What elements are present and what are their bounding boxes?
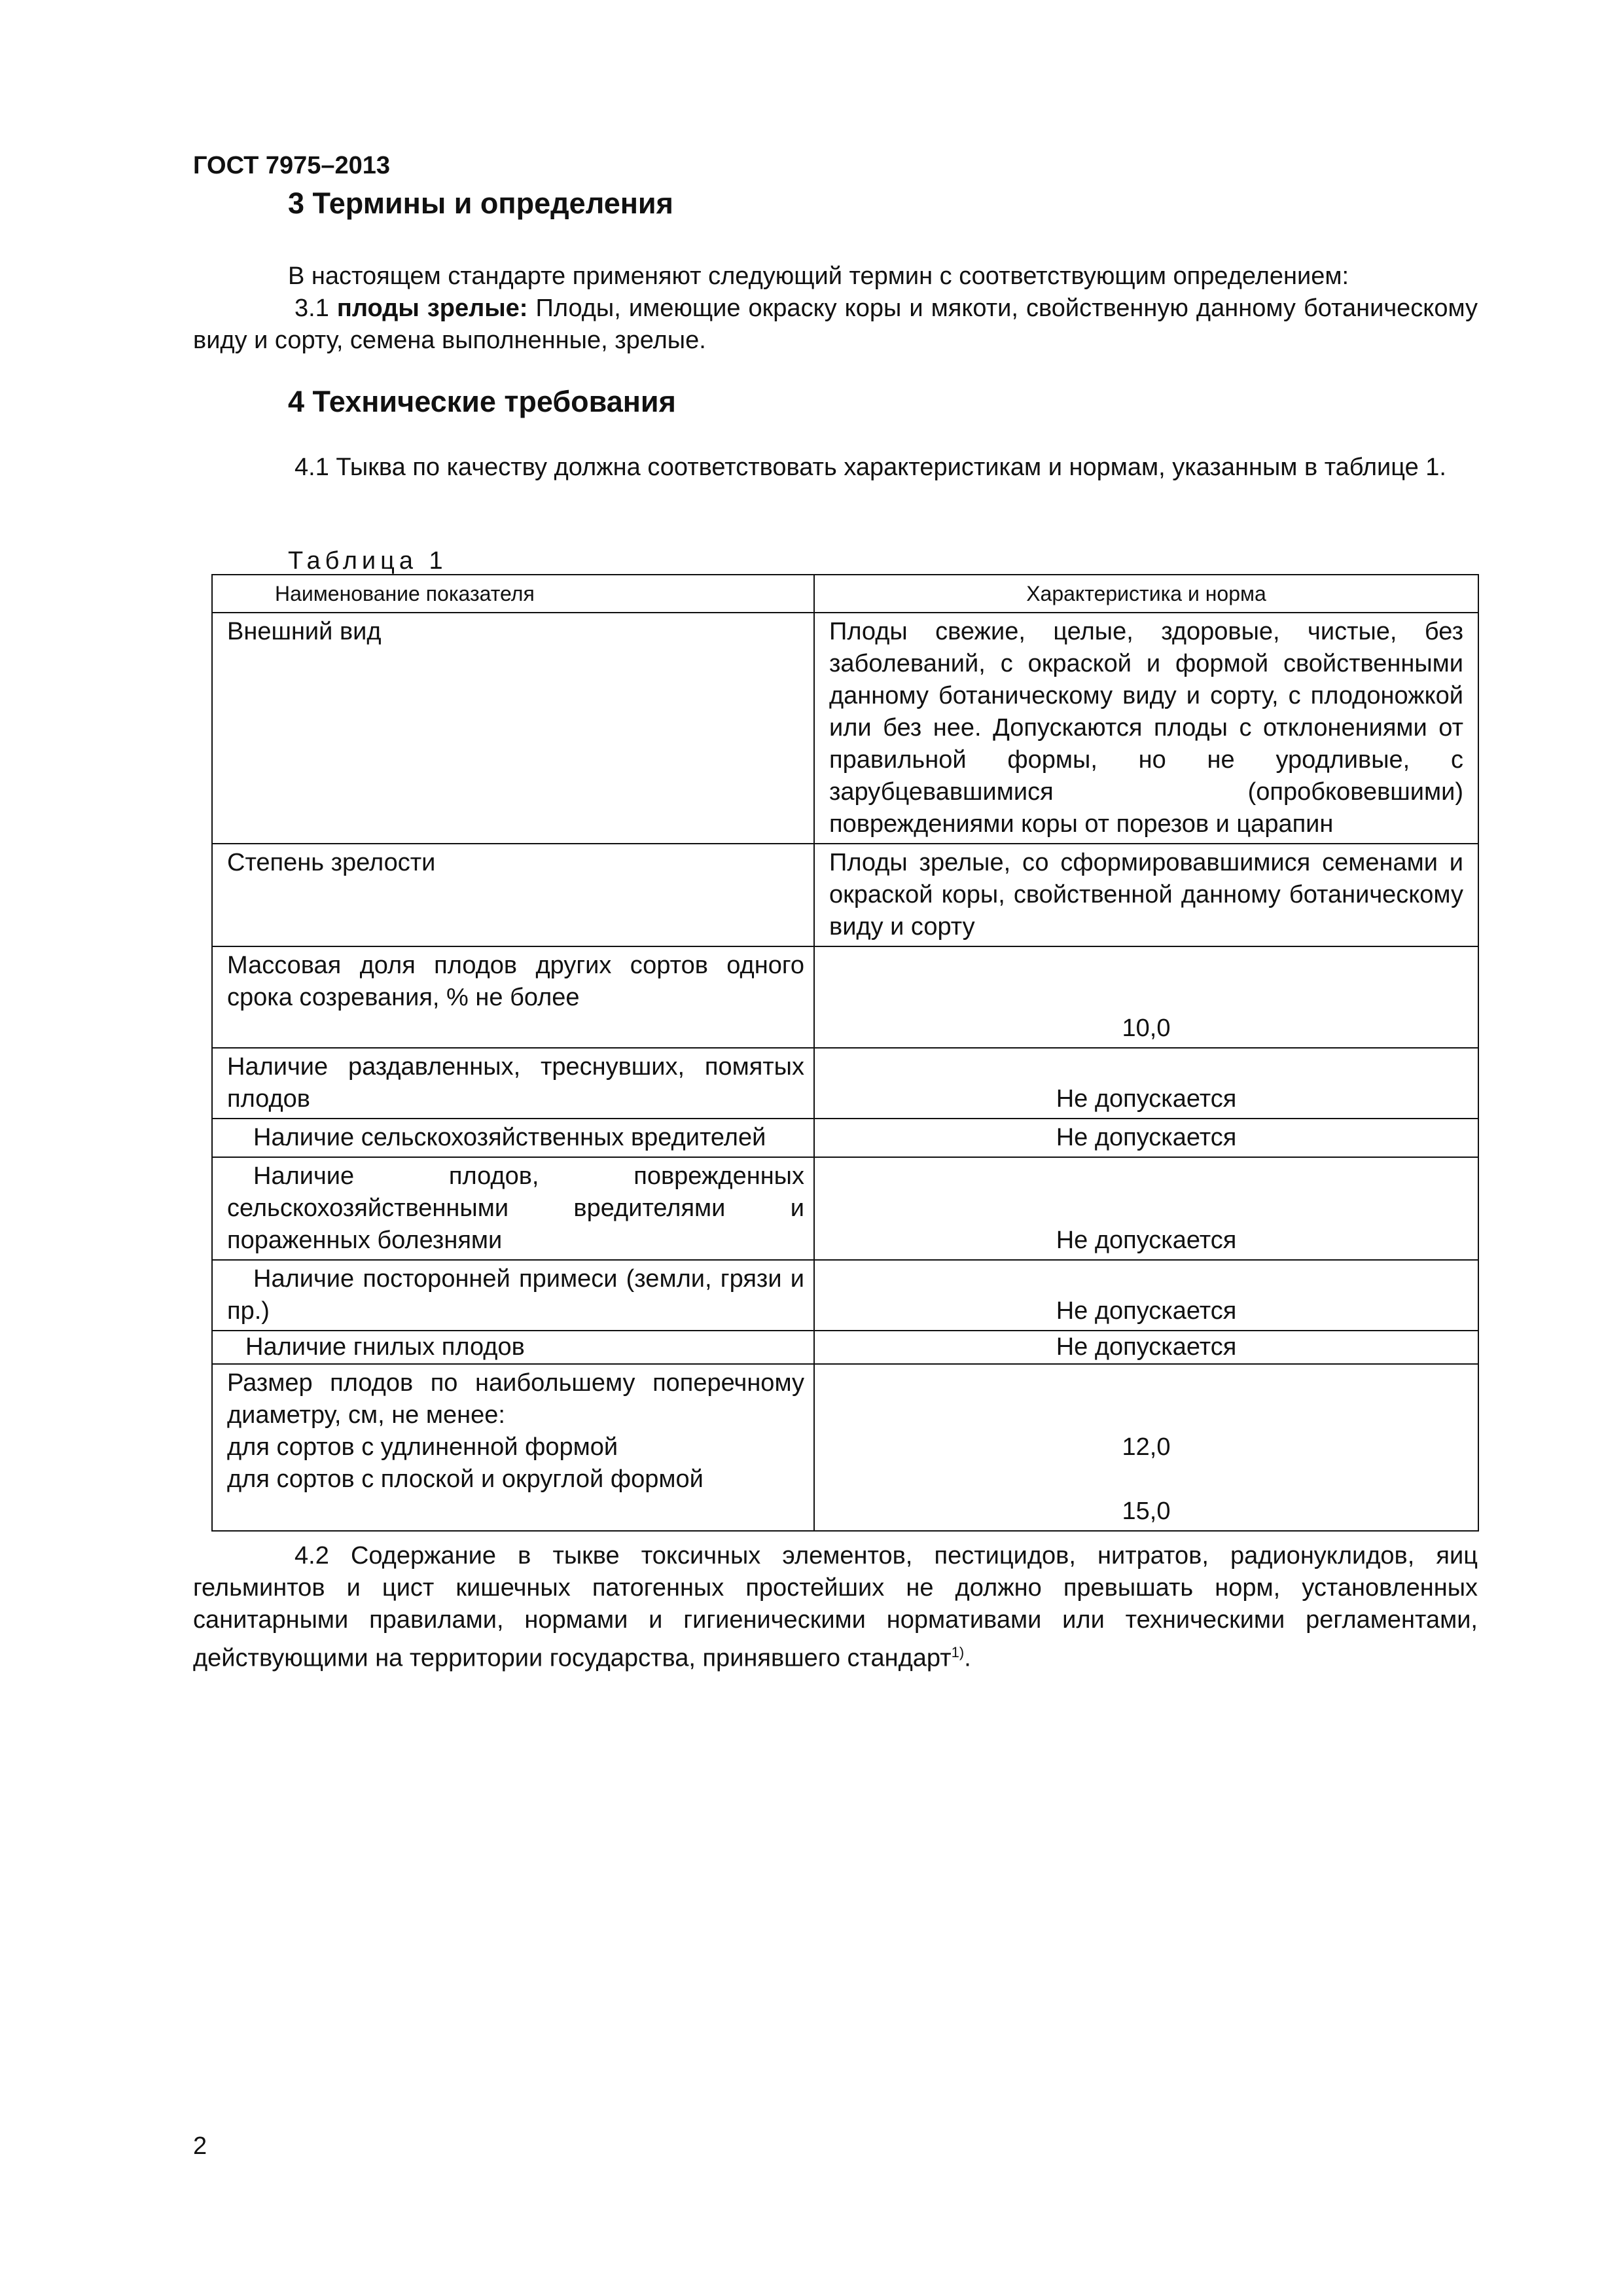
table-row	[212, 1157, 1478, 1260]
indicator-text: Наличие плодов, поврежденных сельскохозяйственными вредителями и пораженных болезнями	[227, 1162, 804, 1254]
paragraph-4-2	[193, 1540, 1478, 1675]
norm-cell: Не допускается	[814, 1260, 1478, 1331]
table-header-row	[212, 575, 1478, 613]
page-number: 2	[193, 2132, 207, 2160]
term-name: плоды зрелые:	[336, 295, 528, 322]
column-header-indicator: Наименование показателя	[212, 575, 814, 613]
indicator-cell	[212, 1119, 814, 1157]
section-4-title: 4 Технические требования	[288, 385, 676, 418]
section-3-title: 3 Термины и определения	[288, 187, 673, 220]
section-3-intro: В настоящем стандарте применяют следующий термин с соответствующим определением:	[288, 262, 1349, 290]
paragraph-4-1	[193, 452, 1478, 484]
indicator-cell: Наличие раздавленных, треснувших, помятых плодов	[212, 1048, 814, 1119]
norm-cell: Не допускается	[814, 1331, 1478, 1364]
table-row	[212, 1364, 1478, 1531]
norm-value-flat-round: 15,0	[1122, 1498, 1171, 1525]
indicator-cell	[212, 1157, 814, 1260]
column-header-norm: Характеристика и норма	[814, 575, 1478, 613]
table-row	[212, 613, 1478, 844]
table-row	[212, 1119, 1478, 1157]
indicator-cell	[212, 1260, 814, 1331]
footnote-marker: 1)	[951, 1644, 965, 1660]
indicator-text: Наличие сельскохозяйственных вредителей	[253, 1124, 766, 1151]
requirements-table	[211, 574, 1479, 1532]
term-definition	[193, 293, 1478, 357]
norm-cell: Плоды свежие, целые, здоровые, чистые, без заболеваний, с окраской и формой свойственными данному ботаническому виду и сорту, с плодоножкой или без нее. Допускаются плоды с отклонениями от правильной формы, но не уродливые, с зарубцевавшимися (опробковевшими) повреждениями коры от порезов и царапин	[814, 613, 1478, 844]
norm-cell: Плоды зрелые, со сформировавшимися семенами и окраской коры, свойственной данному ботаническому виду и сорту	[814, 844, 1478, 946]
norm-cell: Не допускается	[814, 1119, 1478, 1157]
table-row	[212, 946, 1478, 1048]
term-text: Плоды, имеющие окраску коры и мякоти, свойственную данному ботаническому виду и сорту, семена выполненные, зрелые.	[193, 295, 1478, 354]
norm-cell: 10,0	[814, 946, 1478, 1048]
norm-cell: Не допускается	[814, 1157, 1478, 1260]
indicator-cell: Внешний вид	[212, 613, 814, 844]
table-row	[212, 1260, 1478, 1331]
norm-value-elongated: 12,0	[1122, 1433, 1171, 1461]
indicator-subitem-elongated: для сортов с удлиненной формой	[227, 1433, 618, 1461]
paragraph-4-1-text: 4.1 Тыква по качеству должна соответствовать характеристикам и нормам, указанным в таблице 1.	[294, 454, 1446, 481]
table-row	[212, 1048, 1478, 1119]
document-code: ГОСТ 7975–2013	[193, 152, 391, 179]
spacer	[829, 1463, 1463, 1496]
table-row	[212, 1331, 1478, 1364]
term-number: 3.1	[294, 295, 329, 322]
table-caption: Таблица 1	[288, 547, 448, 575]
indicator-text: Размер плодов по наибольшему поперечному диаметру, см, не менее:	[227, 1369, 804, 1429]
indicator-cell	[212, 1364, 814, 1531]
paragraph-4-2-end: .	[964, 1644, 971, 1672]
table-row	[212, 844, 1478, 946]
paragraph-4-2-text: 4.2 Содержание в тыкве токсичных элементов, пестицидов, нитратов, радионуклидов, яиц гельминтов и цист кишечных патогенных простейших не должно превышать норм, установленных санитарными правилами, нормами и гигиеническими нормативами или техническими регламентами, действующими на территории государства, принявшего стандарт	[193, 1542, 1478, 1672]
norm-cell	[814, 1364, 1478, 1531]
indicator-subitem-flat-round: для сортов с плоской и округлой формой	[227, 1465, 704, 1493]
norm-cell: Не допускается	[814, 1048, 1478, 1119]
spacer	[227, 1496, 804, 1528]
indicator-cell: Степень зрелости	[212, 844, 814, 946]
indicator-text: Наличие посторонней примеси (земли, грязи и пр.)	[227, 1265, 804, 1325]
indicator-cell: Массовая доля плодов других сортов одного срока созревания, % не более	[212, 946, 814, 1048]
indicator-cell	[212, 1331, 814, 1364]
indicator-text: Наличие гнилых плодов	[245, 1333, 525, 1361]
